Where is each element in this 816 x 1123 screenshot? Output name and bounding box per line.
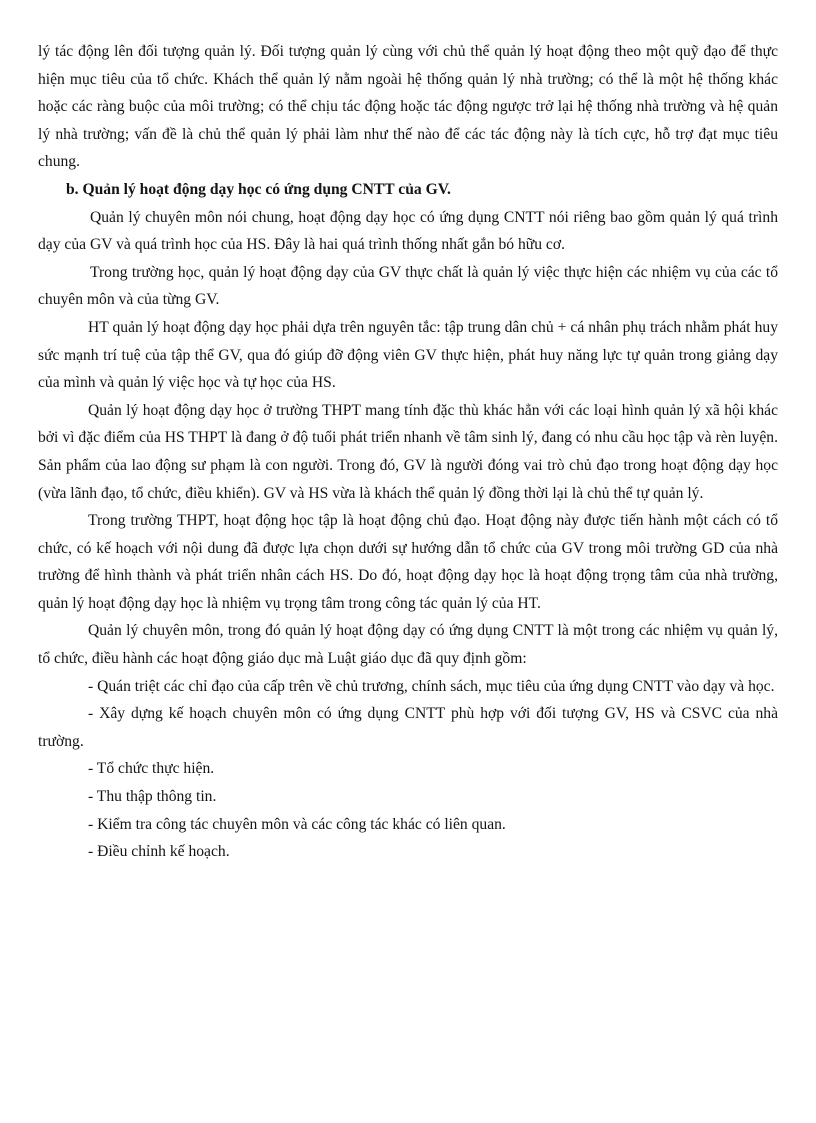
paragraph-quan-ly-thpt: Quản lý hoạt động dạy học ở trường THPT mang tính đặc thù khác hẳn với các loại hình quản lý xã hội khác bởi vì đặc điểm của HS THPT là đang ở độ tuổi phát triển nhanh về tâm sinh lý, đang có nhu cầu học tập và rèn luyện. Sản phẩm của lao động sư phạm là con người. Trong đó, GV là người đóng vai trò chủ đạo trong hoạt động dạy học (vừa lãnh đạo, tổ chức, điều khiển). GV và HS vừa là khách thể quản lý đồng thời lại là chủ thể tự quản lý. (38, 401, 778, 502)
list-item-xay-dung: - Xây dựng kế hoạch chuyên môn có ứng dụng CNTT phù hợp với đối tượng GV, HS và CSVC của nhà trường. (38, 705, 778, 750)
list-item-kiem-tra: - Kiểm tra công tác chuyên môn và các công tác khác có liên quan. (88, 815, 506, 833)
list-item-thu-thap: - Thu thập thông tin. (88, 788, 217, 806)
paragraph-nhiem-vu: Quản lý chuyên môn, trong đó quản lý hoạt động dạy có ứng dụng CNTT là một trong các nhiệm vụ quản lý, tổ chức, điều hành các hoạt động giáo dục mà Luật giáo dục đã quy định gồm: (38, 622, 778, 668)
paragraph-quan-ly-chuyen-mon: Quản lý chuyên môn nói chung, hoạt động dạy học có ứng dụng CNTT nói riêng bao gồm quản lý quá trình dạy của GV và quá trình học của HS. Đây là hai quá trình thống nhất gắn bó hữu cơ. (38, 208, 778, 254)
document-page (38, 38, 778, 866)
section-heading-b: b. Quản lý hoạt động dạy học có ứng dụng CNTT của GV. (66, 180, 451, 198)
paragraph-trong-truong-hoc: Trong trường học, quản lý hoạt động dạy của GV thực chất là quản lý việc thực hiện các nhiệm vụ của các tổ chuyên môn và của từng GV. (38, 263, 778, 309)
list-item-quan-triet: - Quán triệt các chỉ đạo của cấp trên về chủ trương, chính sách, mục tiêu của ứng dụng CNTT vào dạy và học. (88, 677, 775, 695)
list-item-dieu-chinh: - Điều chỉnh kế hoạch. (88, 843, 230, 861)
list-item-to-chuc: - Tổ chức thực hiện. (88, 760, 215, 778)
paragraph-continuation: lý tác động lên đối tượng quản lý. Đối tượng quản lý cùng với chủ thể quản lý hoạt động theo một quỹ đạo để thực hiện mục tiêu của tổ chức. Khách thể quản lý nằm ngoài hệ thống quản lý nhà trường; có thể là một hệ thống khác hoặc các ràng buộc của môi trường; có thể chịu tác động hoặc tác động ngược trở lại hệ thống nhà trường và hệ quản lý nhà trường; vấn đề là chủ thể quản lý phải làm như thế nào để các tác động này là tích cực, hỗ trợ đạt mục tiêu chung. (38, 43, 778, 171)
paragraph-trong-truong-thpt: Trong trường THPT, hoạt động học tập là hoạt động chủ đạo. Hoạt động này được tiến hành một cách có tổ chức, có kế hoạch với nội dung đã được lựa chọn dưới sự hướng dẫn tổ chức của GV trong môi trường GD của nhà trường để hình thành và phát triển nhân cách HS. Do đó, hoạt động dạy học là hoạt động trọng tâm của nhà trường, quản lý hoạt động dạy học là nhiệm vụ trọng tâm trong công tác quản lý của HT. (38, 512, 778, 612)
paragraph-ht-quan-ly: HT quản lý hoạt động dạy học phải dựa trên nguyên tắc: tập trung dân chủ + cá nhân phụ trách nhằm phát huy sức mạnh trí tuệ của tập thể GV, qua đó giúp đỡ động viên GV thực hiện, phát huy năng lực tự quản trong giảng dạy của mình và quản lý việc học và tự học của HS. (38, 318, 778, 392)
